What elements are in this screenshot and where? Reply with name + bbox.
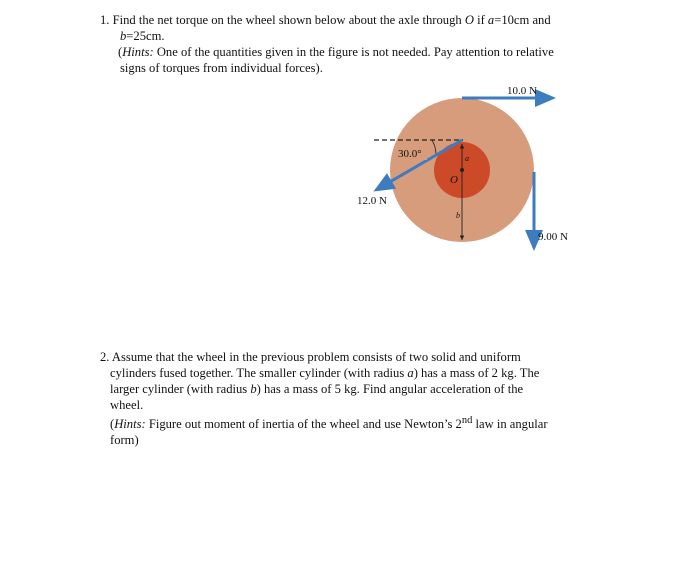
var-a: a [487, 13, 495, 27]
axle-point [460, 168, 464, 172]
label-b: b [456, 211, 460, 220]
wheel-figure [340, 82, 600, 252]
force-left-label: 12.0 N [357, 195, 387, 207]
text-fragment: form) [110, 433, 139, 448]
problem-2-statement [100, 349, 600, 365]
problem-1-number: 1. [100, 13, 110, 27]
text-fragment: signs of torques from individual forces). [120, 61, 323, 75]
label-a: a [465, 154, 469, 163]
var-b: b [120, 29, 127, 43]
text-fragment: larger cylinder (with radius [110, 382, 251, 396]
superscript-nd: nd [461, 415, 473, 426]
hint-label: Hints: [114, 417, 146, 432]
var-a: a [407, 366, 414, 380]
text-fragment: Assume that the wheel in the previous problem consists of two solid and uniform [111, 350, 521, 364]
problem-2-hint: (Hints: Figure out moment of inertia of the wheel and use Newton’s 2nd law in angular [110, 415, 548, 432]
text-fragment: cylinders fused together. The smaller cylinder (with radius [110, 366, 408, 380]
force-right-label: 9.00 N [538, 231, 568, 243]
text-fragment: Find the net torque on the wheel shown below about the axle through [112, 13, 465, 27]
text-fragment: ) has a mass of 2 kg. The [413, 366, 540, 380]
problem-1-statement-cont [100, 28, 600, 44]
text-fragment: ) has a mass of 5 kg. Find angular acceleration of the [256, 382, 524, 396]
text-fragment: law in angular [472, 417, 548, 432]
problem-2-line-3 [100, 381, 600, 397]
wheel-diagram [340, 82, 600, 252]
text-fragment: Figure out moment of inertia of the wheel and use Newton’s 2 [145, 417, 462, 432]
hint-label: Hints: [122, 45, 154, 59]
problem-2-number: 2. [100, 350, 110, 364]
text-fragment: =25cm. [126, 29, 165, 43]
text-fragment: wheel. [110, 398, 144, 412]
var-b: b [250, 382, 257, 396]
text-fragment: =10cm and [494, 13, 551, 27]
text-fragment: One of the quantities given in the figure is not needed. Pay attention to relative [153, 45, 554, 59]
text-fragment: if [473, 13, 488, 27]
label-O: O [450, 174, 458, 186]
var-O: O [464, 13, 474, 27]
problem-2-line-4 [100, 397, 600, 413]
angle-label: 30.0° [398, 148, 422, 160]
problem-2 [100, 349, 600, 448]
problem-1-hint: (Hints: One of the quantities given in the figure is not needed. Pay attention to relative [118, 45, 554, 59]
problem-2-hint-cont [100, 432, 600, 448]
force-top-label: 10.0 N [507, 85, 537, 97]
problem-2-line-2 [100, 365, 600, 381]
problem-1 [100, 12, 600, 76]
problem-1-hint-cont [100, 60, 600, 76]
problem-1-statement [100, 12, 600, 28]
